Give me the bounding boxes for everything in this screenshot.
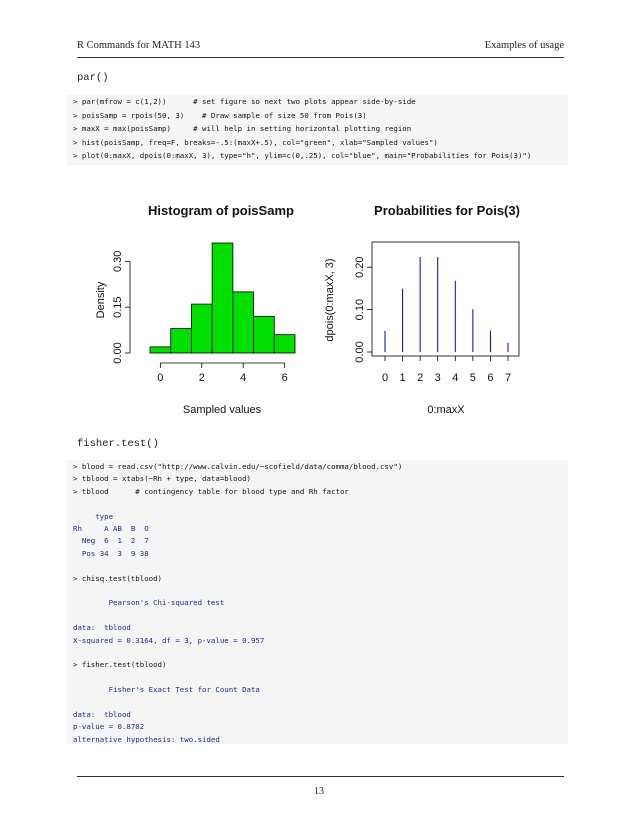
code-line: > plot(0:maxX, dpois(0:maxX, 3), type="h", ylim=c(0,.25), col="blue", main="Probabilities for Pois(3)") [73, 151, 532, 161]
x-tick-label: 2 [417, 372, 424, 384]
code-block-fisher [67, 460, 568, 744]
y-axis-label: Density [95, 281, 107, 319]
code-line: data: tblood [73, 623, 131, 633]
y-tick-label: 0.10 [354, 298, 366, 321]
code-line: Pearson's Chi-squared test [73, 598, 225, 608]
code-line: > hist(poisSamp, freq=F, breaks=-.5:(maxX+.5), col="green", xlab="Sampled values") [73, 137, 438, 147]
code-line: data: tblood [73, 710, 131, 719]
code-line: > par(mfrow = c(1,2)) # set figure so next two plots appear side-by-side [73, 97, 416, 106]
code-line: type [73, 511, 114, 521]
header-right: Examples of usage [484, 40, 564, 51]
code-line: Rh A AB B O [73, 524, 149, 533]
y-tick-label: 0.00 [354, 341, 366, 363]
histogram-bar [171, 329, 192, 353]
code-line: > fisher.test(tblood) [73, 660, 167, 670]
x-axis-label: 0:maxX [427, 404, 465, 416]
code-block-par [67, 95, 568, 165]
footer-rule [77, 776, 564, 777]
figure-panel [0, 180, 638, 440]
histogram-bar [150, 347, 171, 353]
x-tick-label: 2 [198, 372, 205, 384]
code-line: Pos 34 3 9 38 [73, 548, 149, 558]
y-tick-label: 0.15 [112, 296, 124, 318]
code-line: > tblood # contingency table for blood type and Rh factor [73, 486, 349, 496]
header-rule [77, 57, 564, 58]
histogram-bar [233, 292, 254, 353]
running-header [77, 40, 564, 54]
histogram-bar [254, 316, 275, 353]
x-tick-label: 6 [281, 372, 288, 384]
y-axis-label: dpois(0:maxX, 3) [324, 258, 336, 342]
y-tick-label: 0.20 [354, 256, 366, 278]
code-line: p-value = 0.8702 [73, 722, 145, 732]
x-tick-label: 4 [452, 372, 459, 384]
histogram-bar [191, 304, 212, 353]
code-line: > blood = read.csv("http://www.calvin.edu/~scofield/data/comma/blood.csv") [73, 462, 403, 471]
header-left: R Commands for MATH 143 [77, 40, 201, 51]
x-tick-label: 4 [240, 372, 247, 384]
y-tick-label: 0.00 [112, 342, 124, 364]
code-line: > tblood = xtabs(~Rh + type, data=blood) [73, 474, 251, 484]
x-tick-label: 6 [487, 372, 494, 384]
chart-title: Probabilities for Pois(3) [374, 203, 520, 218]
page-number: 13 [314, 786, 324, 797]
plot-frame [372, 242, 519, 356]
code-line: > maxX = max(poisSamp) # will help in setting horizontal plotting region [73, 124, 412, 134]
code-line: Neg 6 1 2 7 [73, 536, 149, 546]
x-tick-label: 7 [504, 372, 512, 384]
x-tick-label: 0 [381, 372, 389, 384]
x-tick-label: 1 [399, 372, 406, 384]
x-tick-label: 0 [157, 372, 164, 384]
x-axis-label: Sampled values [182, 404, 262, 416]
histogram-bar [212, 243, 233, 353]
section-title-par: par() [77, 72, 109, 84]
histogram-bar [274, 335, 295, 353]
code-line: > chisq.test(tblood) [73, 573, 162, 583]
y-tick-label: 0.30 [112, 250, 124, 273]
x-tick-label: 5 [469, 372, 476, 384]
section-title-fisher: fisher.test() [77, 438, 159, 450]
code-line: Fisher's Exact Test for Count Data [73, 685, 260, 695]
chart-title: Histogram of poisSamp [148, 203, 294, 218]
code-line: X-squared = 0.3164, df = 3, p-value = 0.957 [73, 635, 265, 645]
code-line: > poisSamp = rpois(50, 3) # Draw sample of size 50 from Pois(3) [73, 110, 367, 120]
x-tick-label: 3 [434, 372, 441, 384]
code-line: alternative hypothesis: two.sided [73, 734, 220, 744]
